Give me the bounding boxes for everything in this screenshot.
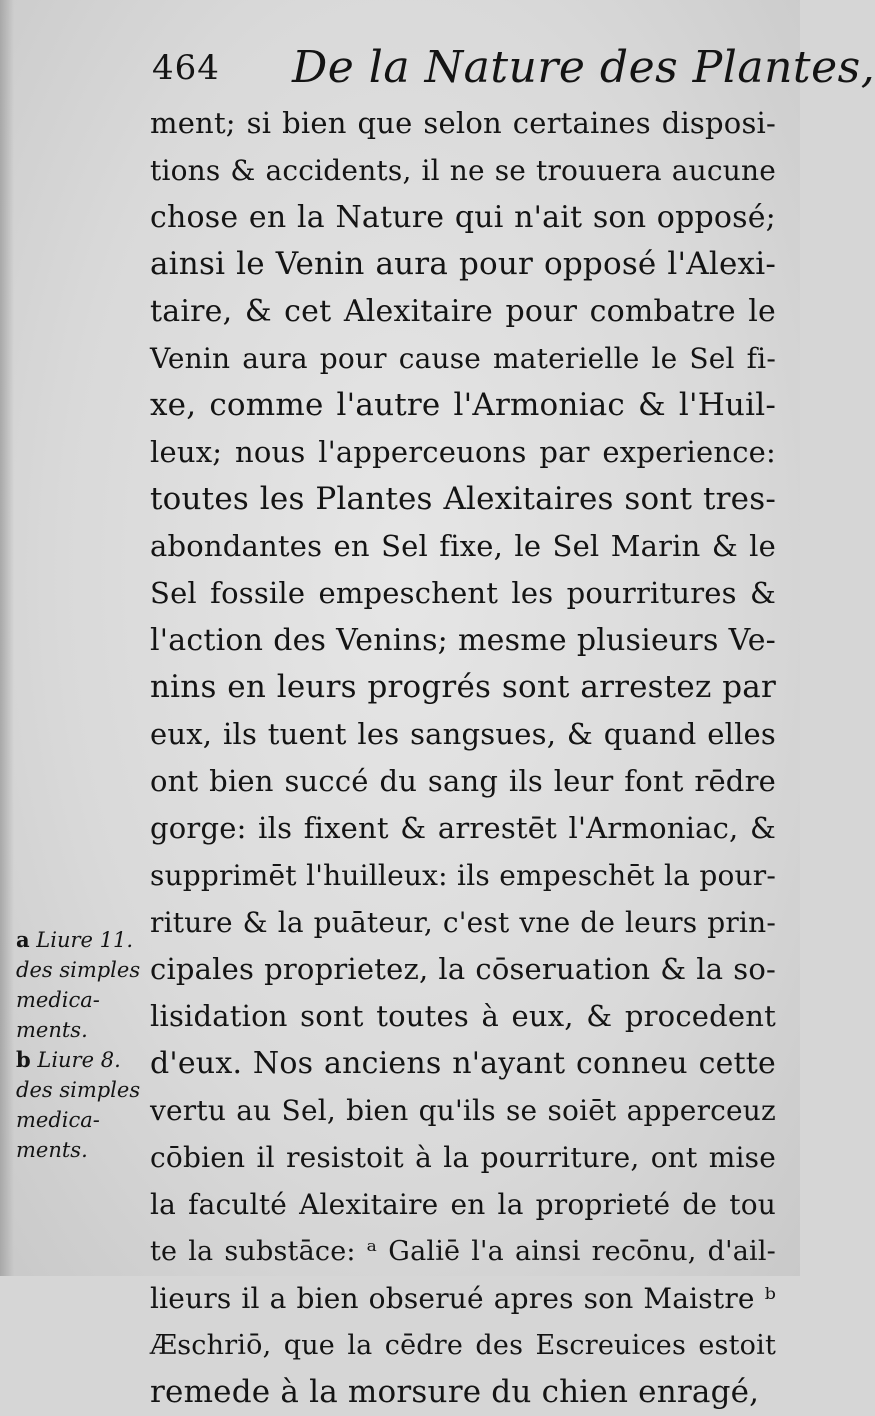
text-line: ainsi le Venin aura pour opposé l'Alexi- <box>150 246 776 282</box>
note-marker: b <box>16 1047 31 1072</box>
page-number: 464 <box>152 48 220 88</box>
margin-notes <box>16 925 156 1165</box>
text-line: la faculté Alexitaire en la proprieté de tou <box>150 1188 776 1221</box>
text-line: chose en la Nature qui n'ait son opposé; <box>150 200 776 235</box>
text-line: cōbien il resistoit à la pourriture, ont mise <box>150 1141 776 1174</box>
page-gutter-shadow <box>0 0 14 1276</box>
text-line: lisidation sont toutes à eux, & procedent <box>150 999 776 1033</box>
text-line: xe, comme l'autre l'Armoniac & l'Huil- <box>150 387 776 423</box>
note-reference: Liure 8. <box>37 1048 121 1072</box>
text-line: lieurs il a bien obserué apres son Maistre ᵇ <box>150 1282 776 1315</box>
running-head: De la Nature des Plantes, <box>292 42 875 93</box>
text-line: cipales proprietez, la cōseruation & la so- <box>150 952 776 986</box>
text-line: tions & accidents, il ne se trouuera aucune <box>150 154 776 187</box>
body-text <box>150 100 776 1416</box>
text-line: taire, & cet Alexitaire pour combatre le <box>150 294 776 329</box>
text-line: remede à la morsure du chien enragé, <box>150 1374 760 1410</box>
text-line: d'eux. Nos anciens n'ayant conneu cette <box>150 1046 776 1081</box>
text-line: te la substāce: ᵃ Galiē l'a ainsi recōnu, d'ail- <box>150 1236 776 1267</box>
text-line: leux; nous l'apperceuons par experience: <box>150 435 776 469</box>
text-line: toutes les Plantes Alexitaires sont tres- <box>150 481 776 517</box>
text-line: Sel fossile empeschent les pourritures & <box>150 576 776 610</box>
text-line: Venin aura pour cause materielle le Sel fi- <box>150 342 776 375</box>
margin-note-b <box>16 1045 156 1075</box>
page-header <box>152 42 875 94</box>
text-line: vertu au Sel, bien qu'ils se soiēt apperceuz <box>150 1094 776 1127</box>
note-line: medica- <box>16 988 100 1012</box>
text-line: ont bien succé du sang ils leur font rēdre <box>150 764 776 798</box>
text-line: Æschriō, que la cēdre des Escreuices estoit <box>150 1330 776 1361</box>
text-line: supprimēt l'huilleux: ils empeschēt la pour- <box>150 859 776 892</box>
margin-note-a <box>16 925 156 955</box>
text-line: l'action des Venins; mesme plusieurs Ve- <box>150 623 776 658</box>
text-line: riture & la puāteur, c'est vne de leurs prin- <box>150 906 776 939</box>
text-line: gorge: ils fixent & arrestēt l'Armoniac, & <box>150 811 776 845</box>
text-line: eux, ils tuent les sangsues, & quand elles <box>150 717 776 751</box>
note-marker: a <box>16 927 30 952</box>
note-line: des simples <box>16 1078 141 1102</box>
text-line: nins en leurs progrés sont arrestez par <box>150 669 776 705</box>
note-line: medica- <box>16 1108 100 1132</box>
note-line: ments. <box>16 1018 88 1042</box>
note-line: ments. <box>16 1138 88 1162</box>
text-line: ment; si bien que selon certaines disposi- <box>150 106 776 140</box>
text-line: abondantes en Sel fixe, le Sel Marin & le <box>150 529 776 563</box>
note-line: des simples <box>16 958 141 982</box>
note-reference: Liure 11. <box>36 928 134 952</box>
